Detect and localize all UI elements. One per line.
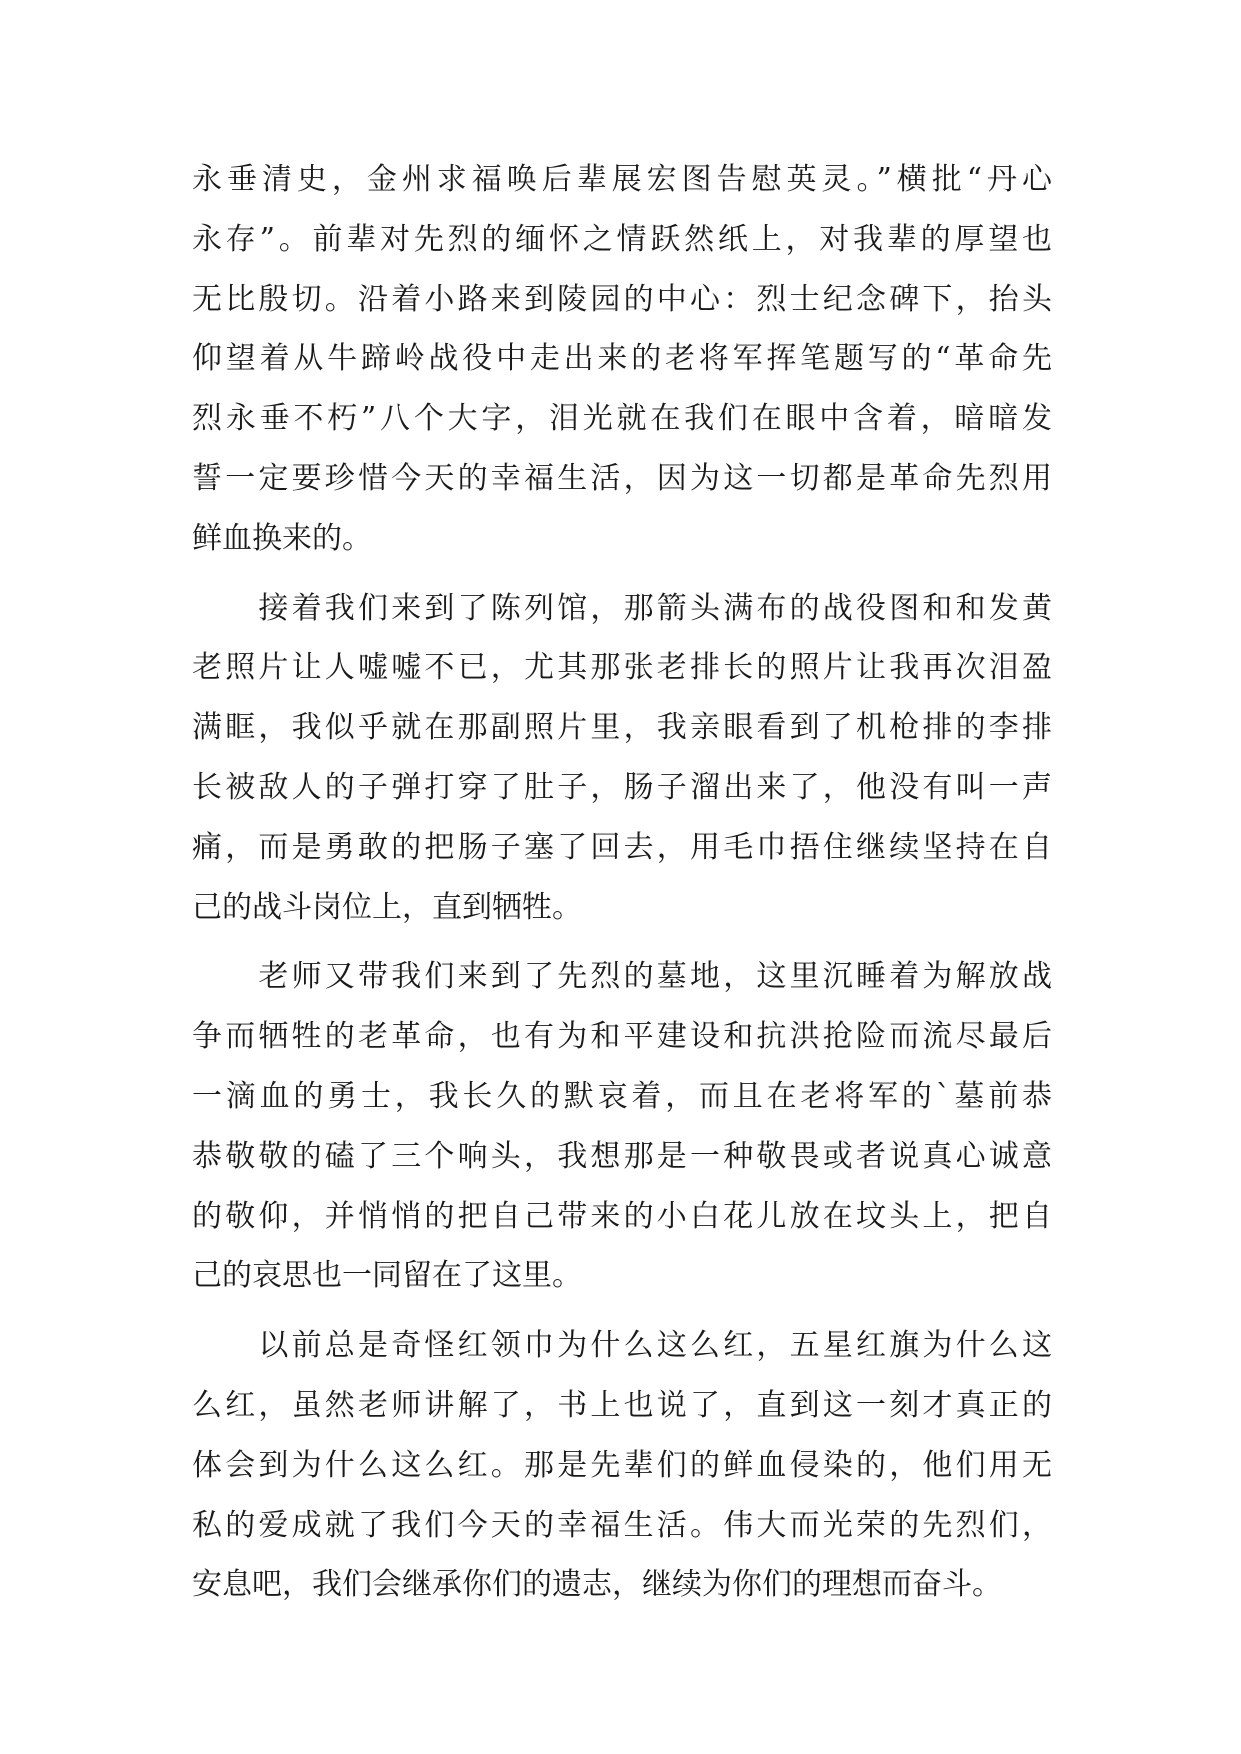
text-line: 么红，虽然老师讲解了，书上也说了，直到这一刻才真正的 [192, 1387, 1052, 1423]
text-line: 老师又带我们来到了先烈的墓地，这里沉睡着为解放战 [192, 959, 1052, 995]
text-line: 永垂清史，金州求福唤后辈展宏图告慰英灵。”横批“丹心 [192, 162, 1052, 197]
text-line: 无比殷切。沿着小路来到陵园的中心：烈士纪念碑下，抬头 [192, 281, 1052, 317]
text-line: 以前总是奇怪红领巾为什么这么红，五星红旗为什么这 [192, 1328, 1052, 1364]
text-line: 誓一定要珍惜今天的幸福生活，因为这一切都是革命先烈用 [192, 460, 1052, 496]
text-line: 争而牺牲的老革命，也有为和平建设和抗洪抢险而流尽最后 [192, 1019, 1052, 1055]
text-line: 安息吧，我们会继承你们的遗志，继续为你们的理想而奋斗。 [192, 1567, 1002, 1603]
text-line: 体会到为什么这么红。那是先辈们的鲜血侵染的，他们用无 [192, 1447, 1052, 1483]
text-line: 私的爱成就了我们今天的幸福生活。伟大而光荣的先烈们， [192, 1507, 1052, 1543]
paragraph-gap [192, 937, 1052, 947]
text-line: 己的哀思也一同留在了这里。 [192, 1258, 582, 1294]
text-line: 仰望着从牛蹄岭战役中走出来的老将军挥笔题写的“革命先 [192, 341, 1052, 377]
text-line: 己的战斗岗位上，直到牺牲。 [192, 889, 582, 925]
body-text [192, 150, 1052, 1615]
text-line: 接着我们来到了陈列馆，那箭头满布的战役图和和发黄 [192, 590, 1052, 626]
text-line: 长被敌人的子弹打穿了肚子，肠子溜出来了，他没有叫一声 [192, 769, 1052, 805]
text-line: 的敬仰，并悄悄的把自己带来的小白花儿放在坟头上，把自 [192, 1198, 1052, 1234]
paragraph-1 [192, 150, 1052, 569]
paragraph-4 [192, 1316, 1052, 1615]
text-line: 永存”。前辈对先烈的缅怀之情跃然纸上，对我辈的厚望也 [192, 221, 1052, 257]
paragraph-2 [192, 579, 1052, 938]
paragraph-gap [192, 569, 1052, 579]
text-line: 恭敬敬的磕了三个响头，我想那是一种敬畏或者说真心诚意 [192, 1138, 1052, 1174]
text-line: 满眶，我似乎就在那副照片里，我亲眼看到了机枪排的李排 [192, 710, 1052, 746]
text-line: 一滴血的勇士，我长久的默哀着，而且在老将军的`墓前恭 [192, 1078, 1052, 1114]
text-line: 痛，而是勇敢的把肠子塞了回去，用毛巾捂住继续坚持在自 [192, 829, 1052, 865]
paragraph-gap [192, 1306, 1052, 1316]
text-line: 鲜血换来的。 [192, 520, 372, 556]
text-line: 烈永垂不朽”八个大字，泪光就在我们在眼中含着，暗暗发 [192, 401, 1052, 437]
paragraph-3 [192, 947, 1052, 1306]
text-line: 老照片让人嘘嘘不已，尤其那张老排长的照片让我再次泪盈 [192, 650, 1052, 686]
